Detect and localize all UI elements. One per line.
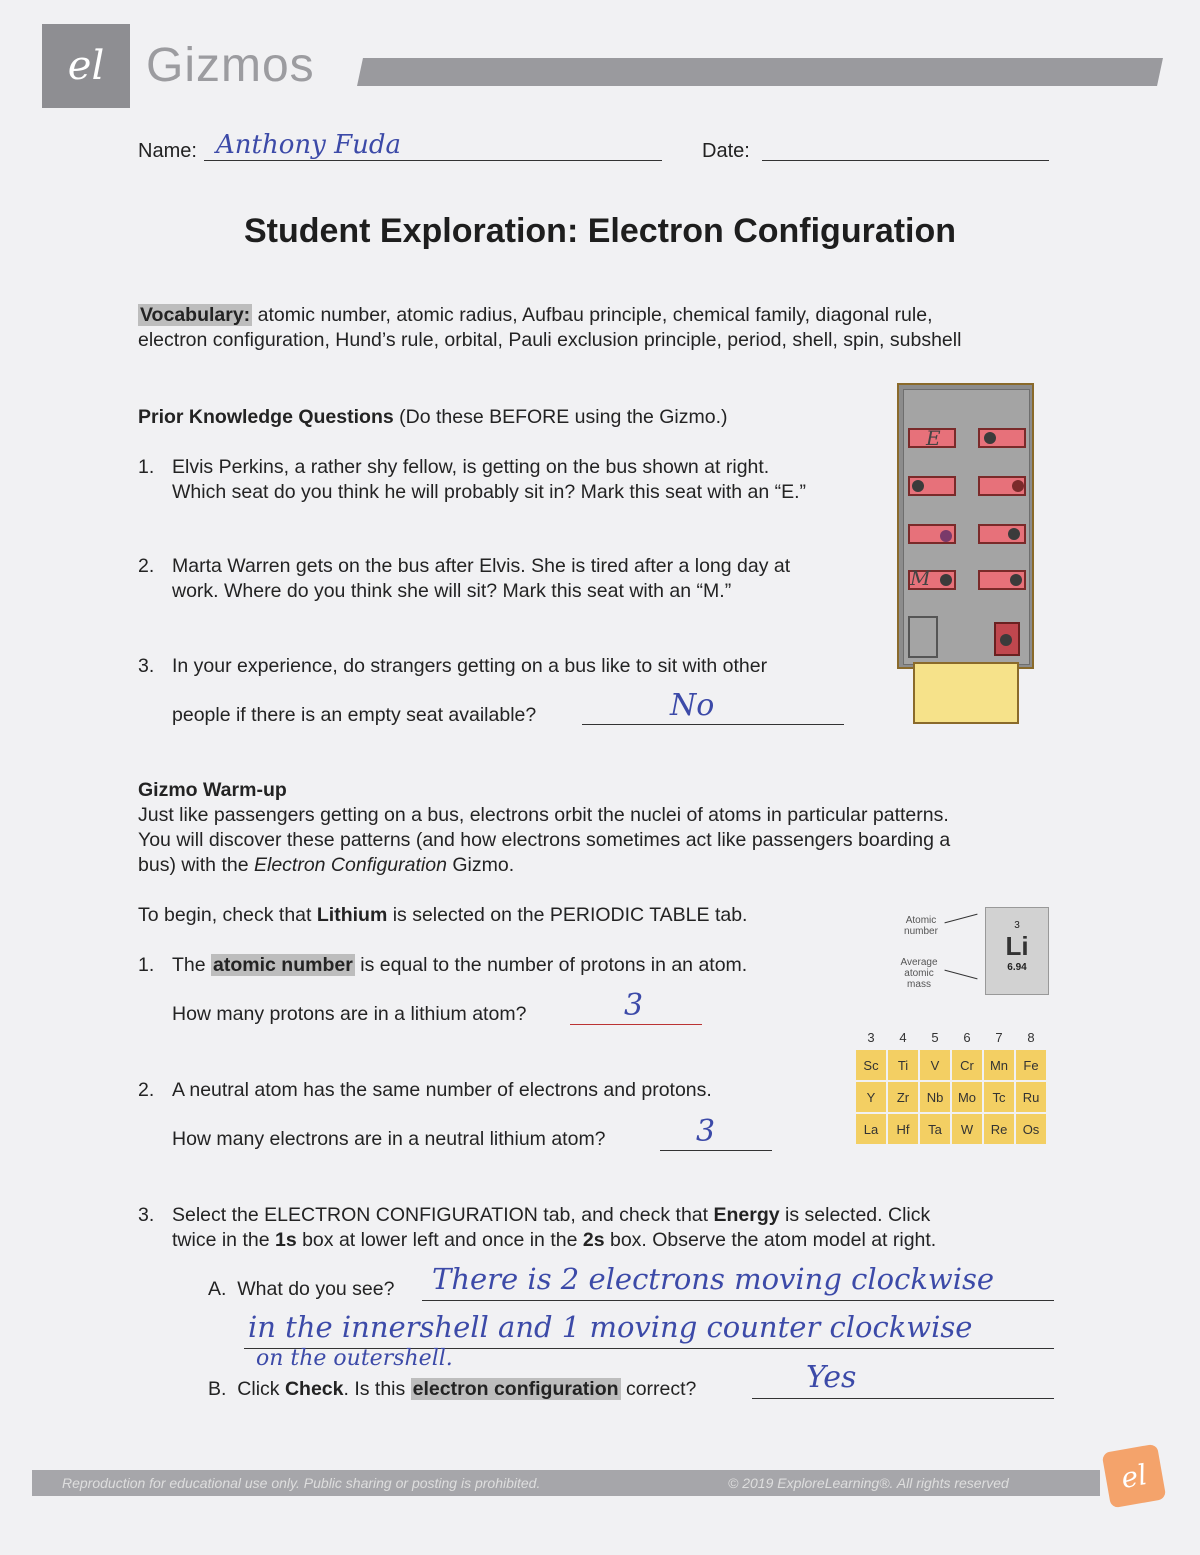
question-term: Energy [713,1204,780,1226]
question-number: 2. [138,1079,155,1101]
header-bar [357,58,1163,86]
warmup-text: Just like passengers getting on a bus, electrons orbit the nuclei of atoms in particular patterns. [138,804,949,826]
vocabulary [138,303,1098,353]
element-cell[interactable]: Ru [1016,1082,1046,1112]
element-cell[interactable]: Cr [952,1050,982,1080]
warmup-text: You will discover these patterns (and how electrons sometimes act like passengers boarding a [138,829,951,851]
warmup-text-part: bus) with the [138,854,254,876]
caption-line: mass [907,979,931,990]
question-subtext: How many electrons are in a neutral lithium atom? [172,1128,606,1150]
warmup-q1-answer-field[interactable] [570,988,702,1025]
question-number: 3. [138,655,155,677]
passenger-icon [940,530,952,542]
question-term: atomic number [213,954,353,976]
bus-seat[interactable] [978,570,1026,590]
prior-q2 [138,554,878,604]
explorelearning-logo: el [42,24,130,108]
bus-seat[interactable] [908,428,956,448]
question-text: Elvis Perkins, a rather shy fellow, is getting on the bus shown at right. [172,456,770,478]
driver-icon [1000,634,1012,646]
group-number: 7 [995,1030,1003,1045]
sub-question-text: correct? [620,1378,697,1400]
warmup-q3b-answer-field[interactable] [752,1360,1054,1399]
driver-seat [994,622,1020,656]
passenger-icon [912,480,924,492]
footer-bar [32,1470,1100,1496]
warmup-q3a-answer-field-2[interactable] [244,1310,1054,1349]
bus-seat[interactable] [908,524,956,544]
question-term: 1s [274,1229,297,1251]
sub-question-letter: A. [208,1278,227,1300]
question-text: Select the ELECTRON CONFIGURATION tab, and check that [172,1204,714,1226]
begin-element: Lithium [316,904,388,926]
passenger-icon [1010,574,1022,586]
atomic-number-caption [896,915,946,937]
question-text: box. Observe the atom model at right. [604,1229,937,1251]
question-text: box at lower left and once in the [296,1229,583,1251]
warmup-begin [138,903,747,928]
passenger-icon [940,574,952,586]
question-text: is equal to the number of protons in an atom. [354,954,748,976]
warmup-q1 [138,953,838,1027]
warmup-q3b-answer: Yes [806,1360,857,1395]
worksheet-title: Student Exploration: Electron Configuration [243,212,957,250]
sub-question-text: . Is this [343,1378,411,1400]
periodic-table-excerpt [856,1030,1050,1148]
prior-q3-answer: No [670,688,715,723]
warmup-text-part: Gizmo. [446,854,515,876]
warmup-q3a-answer-line1: There is 2 electrons moving clockwise [432,1262,995,1296]
element-cell[interactable]: Ti [888,1050,918,1080]
warmup-q1-answer: 3 [624,988,644,1023]
warmup-q3b [208,1377,696,1402]
name-value: Anthony Fuda [216,130,401,160]
element-cell[interactable]: Tc [984,1082,1014,1112]
question-text: Which seat do you think he will probably sit in? Mark this seat with an “E.” [172,481,807,503]
caption-line: Average [900,957,938,968]
date-label: Date: [702,140,750,162]
tile-mass: 6.94 [1007,962,1027,973]
question-term: electron configuration [412,1378,619,1400]
question-term: 2s [582,1229,605,1251]
vocabulary-line1: atomic number, atomic radius, Aufbau principle, chemical family, diagonal rule, [257,304,933,326]
element-cell[interactable]: La [856,1114,886,1144]
question-number: 2. [138,555,155,577]
element-cell[interactable]: W [952,1114,982,1144]
bus-seat[interactable] [908,476,956,496]
bus-seat[interactable] [978,476,1026,496]
bus-seat[interactable] [978,428,1026,448]
sub-question-text: Click [237,1378,285,1400]
group-number: 3 [867,1030,875,1045]
prior-q3-answer-field[interactable] [582,690,844,725]
bus-seat[interactable] [908,566,956,590]
check-term: Check [284,1378,344,1400]
group-number: 5 [931,1030,939,1045]
question-number: 3. [138,1204,155,1226]
tile-symbol: Li [1005,931,1029,961]
question-text: Marta Warren gets on the bus after Elvis. She is tired after a long day at [172,555,791,577]
element-cell[interactable]: Fe [1016,1050,1046,1080]
arrow-icon [944,970,977,980]
seat-mark-m: M [910,566,931,590]
vocabulary-label: Vocabulary: [140,304,251,326]
element-cell[interactable]: Os [1016,1114,1046,1144]
warmup-q3a-answer-field-1[interactable] [422,1262,1054,1301]
footer-logo-icon: el [1102,1444,1167,1509]
prior-q1 [138,455,878,505]
element-cell[interactable]: V [920,1050,950,1080]
sub-question-letter: B. [208,1378,227,1400]
name-label: Name: [138,140,197,162]
date-field[interactable] [762,132,1049,161]
footer-copyright: © 2019 ExploreLearning®. All rights reserved [728,1475,1009,1491]
bus-front [913,662,1019,724]
question-subtext: How many protons are in a lithium atom? [172,1003,527,1025]
element-cell[interactable]: Mo [952,1082,982,1112]
question-text: twice in the [172,1229,275,1251]
question-text: In your experience, do strangers getting on a bus like to sit with other [172,655,768,677]
element-cell[interactable]: Hf [888,1114,918,1144]
prior-heading-title: Prior Knowledge Questions [138,406,394,428]
sub-question-text: What do you see? [237,1278,395,1300]
gizmo-name: Electron Configuration [253,854,447,876]
question-text: is selected. Click [779,1204,931,1226]
bus-diagram [897,383,1034,669]
question-text: people if there is an empty seat available? [172,704,537,726]
question-text: A neutral atom has the same number of electrons and protons. [172,1079,712,1101]
begin-text: is selected on the PERIODIC TABLE tab. [387,904,748,926]
element-cell[interactable]: Sc [856,1050,886,1080]
question-number: 1. [138,954,155,976]
warmup-heading: Gizmo Warm-up [138,779,287,801]
brand-title: Gizmos [146,39,315,92]
prior-heading-note: (Do these BEFORE using the Gizmo.) [399,406,728,428]
question-text: The [172,954,212,976]
lithium-element-tile [985,907,1049,995]
bus-interior [903,389,1030,665]
warmup-q2-answer-field[interactable] [660,1114,772,1151]
warmup-q3a-label [208,1277,394,1302]
name-field[interactable] [204,132,662,161]
element-cell[interactable]: Ta [920,1114,950,1144]
passenger-icon [1008,528,1020,540]
element-cell[interactable]: Re [984,1114,1014,1144]
caption-line: Atomic [905,915,937,926]
seat-mark-e: E [926,426,941,450]
passenger-icon [1012,480,1024,492]
caption-line: atomic [904,968,934,979]
prior-heading [138,405,728,430]
begin-text: To begin, check that [138,904,317,926]
tile-atomic-number: 3 [1014,920,1020,931]
group-number: 4 [899,1030,907,1045]
element-cell[interactable]: Nb [920,1082,950,1112]
vocabulary-line2: electron configuration, Hund’s rule, orbital, Pauli exclusion principle, period, shell, spin, subshell [138,329,962,351]
question-text: work. Where do you think she will sit? Mark this seat with an “M.” [172,580,732,602]
passenger-icon [984,432,996,444]
warmup-q2-answer: 3 [696,1114,716,1149]
question-number: 1. [138,456,155,478]
element-cell[interactable]: Y [856,1082,886,1112]
atomic-mass-caption [892,957,946,990]
warmup-text [138,853,1058,878]
warmup-section [138,778,1058,878]
arrow-icon [944,914,977,924]
warmup-q3a-answer-line2: in the innershell and 1 moving counter clockwise [248,1310,973,1344]
warmup-q3 [138,1203,1058,1253]
caption-line: number [904,926,938,937]
group-number: 8 [1027,1030,1035,1045]
footer-notice: Reproduction for educational use only. Public sharing or posting is prohibited. [62,1475,541,1491]
warmup-q3a-answer-line3: on the outershell. [256,1346,453,1371]
group-number: 6 [963,1030,971,1045]
bus-seat[interactable] [978,524,1026,544]
element-cell[interactable]: Mn [984,1050,1014,1080]
bus-door [908,616,938,658]
element-cell[interactable]: Zr [888,1082,918,1112]
